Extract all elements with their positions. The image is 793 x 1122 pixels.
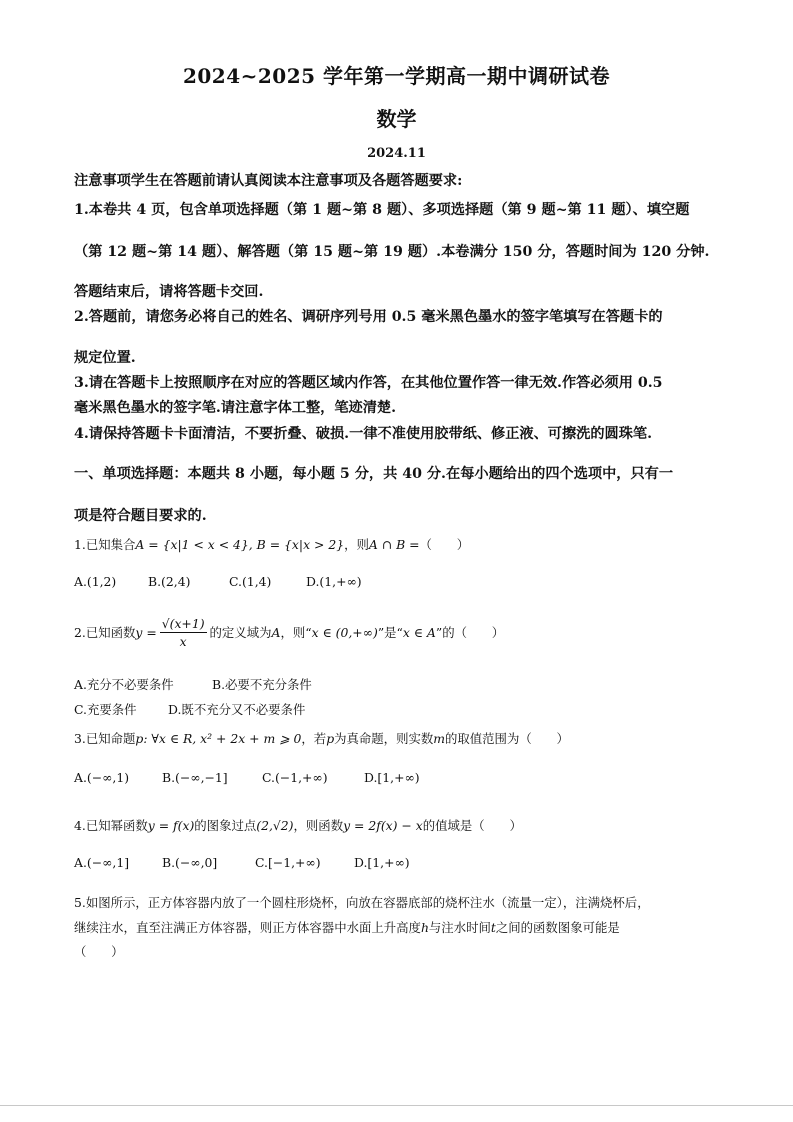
- page-bottom-divider: [0, 1105, 793, 1106]
- q4-option-d[interactable]: D.[1,+∞): [354, 855, 410, 870]
- q3-m-var: m: [433, 731, 445, 746]
- q4-option-a[interactable]: A.(−∞,1]: [74, 855, 130, 870]
- q4-func: y = f(x): [147, 818, 195, 833]
- q1-option-b[interactable]: B.(2,4): [148, 574, 191, 589]
- q4-option-c[interactable]: C.[−1,+∞): [255, 855, 321, 870]
- q5-line2-b: 与注水时间: [428, 920, 491, 935]
- q1-option-c[interactable]: C.(1,4): [229, 574, 272, 589]
- q3-prefix: 3.已知命题: [74, 731, 136, 746]
- question-3: [74, 729, 569, 747]
- q1-sets: A = {x|1 < x < 4}, B = {x|x > 2}: [135, 537, 345, 552]
- q4-mid2: ，则函数: [293, 818, 344, 833]
- question-5-line3: （ ）: [74, 944, 124, 959]
- q1-suffix: （ ）: [419, 537, 470, 552]
- q4-func2: y = 2f(x) − x: [343, 818, 423, 833]
- q1-expr: A ∩ B =: [368, 537, 420, 552]
- q5-line2-a: 继续注水，直至注满正方体容器，则正方体容器中水面上升高度: [74, 920, 421, 935]
- section1-line1: 一、单项选择题：本题共 8 小题，每小题 5 分，共 40 分.在每小题给出的四个选项中，只有一: [74, 466, 674, 482]
- q1-option-a[interactable]: A.(1,2): [74, 574, 117, 589]
- exam-date: 2024.11: [367, 146, 426, 161]
- question-5-line2: [74, 918, 620, 936]
- q2-mid3: ”是“: [377, 625, 403, 640]
- q5-line2-c: 之间的函数图象可能是: [495, 920, 620, 935]
- q1-option-d[interactable]: D.(1,+∞): [306, 574, 362, 589]
- section1-line2: 项是符合题目要求的.: [74, 508, 207, 524]
- q4-option-b[interactable]: B.(−∞,0]: [162, 855, 218, 870]
- q3-option-d[interactable]: D.[1,+∞): [364, 770, 420, 785]
- q1-mid: ，则: [344, 537, 369, 552]
- q2-frac-numerator: √(x+1): [161, 616, 205, 631]
- question-5-line1: 5.如图所示，正方体容器内放了一个圆柱形烧杯，向放在容器底部的烧杯注水（流量一定），注满烧杯后，: [74, 895, 650, 910]
- notice-item2-line2: 规定位置.: [74, 350, 136, 366]
- question-1: [74, 535, 469, 553]
- q3-prop-var: p: [326, 731, 335, 746]
- notice-heading: 注意事项学生在答题前请认真阅读本注意事项及各题答题要求:: [74, 173, 463, 189]
- q2-option-a[interactable]: A.充分不必要条件: [74, 677, 174, 692]
- notice-item1-line1: 1.本卷共 4 页，包含单项选择题（第 1 题~第 8 题）、多项选择题（第 9 题~第 11 题）、填空题: [74, 202, 690, 218]
- q2-option-b[interactable]: B.必要不充分条件: [212, 677, 312, 692]
- q2-cond1: x ∈ (0,+∞): [311, 625, 378, 640]
- notice-item3-line1: 3.请在答题卡上按照顺序在对应的答题区域内作答，在其他位置作答一律无效.作答必须用 0.5: [74, 375, 663, 391]
- q4-mid1: 的图象过点: [194, 818, 257, 833]
- notice-item3-line2: 毫米黑色墨水的签字笔.请注意字体工整，笔迹清楚.: [74, 400, 397, 416]
- notice-item4: 4.请保持答题卡卡面清洁，不要折叠、破损.一律不准使用胶带纸、修正液、可擦洗的圆珠笔.: [74, 426, 653, 442]
- q2-frac-denominator: x: [179, 634, 187, 649]
- question-4: [74, 816, 522, 834]
- question-2: [74, 616, 504, 651]
- q2-domain-var: A: [271, 625, 281, 640]
- q2-option-c[interactable]: C.充要条件: [74, 702, 137, 717]
- q2-mid2: ，则“: [280, 625, 312, 640]
- q2-prefix: 2.已知函数: [74, 625, 136, 640]
- q4-point: (2,√2): [256, 818, 294, 833]
- q3-mid2: 为真命题，则实数: [334, 731, 434, 746]
- q2-fraction: [160, 616, 207, 651]
- q1-prefix: 1.已知集合: [74, 537, 136, 552]
- exam-subject: 数学: [376, 107, 417, 131]
- q3-option-a[interactable]: A.(−∞,1): [74, 770, 130, 785]
- q4-suffix: 的值域是（ ）: [422, 818, 522, 833]
- q2-suffix: ”的（ ）: [435, 625, 505, 640]
- notice-item2-line1: 2.答题前，请您务必将自己的姓名、调研序列号用 0.5 毫米黑色墨水的签字笔填写在答题卡的: [74, 309, 663, 325]
- q2-func-lhs: y =: [135, 625, 157, 640]
- exam-title: 2024~2025 学年第一学期高一期中调研试卷: [182, 64, 611, 88]
- q2-cond2: x ∈ A: [402, 625, 436, 640]
- notice-item1-line2: （第 12 题~第 14 题）、解答题（第 15 题~第 19 题）.本卷满分 150 分，答题时间为 120 分钟.: [74, 244, 710, 260]
- q2-mid1: 的定义域为: [209, 625, 272, 640]
- q3-option-c[interactable]: C.(−1,+∞): [262, 770, 328, 785]
- q5-t-var: t: [490, 920, 496, 935]
- q3-option-b[interactable]: B.(−∞,−1]: [162, 770, 228, 785]
- notice-item1-line3: 答题结束后，请将答题卡交回.: [74, 284, 264, 300]
- q5-h-var: h: [420, 920, 429, 935]
- q3-suffix: 的取值范围为（ ）: [445, 731, 569, 746]
- q3-mid1: ，若: [301, 731, 327, 746]
- q4-prefix: 4.已知幂函数: [74, 818, 148, 833]
- q3-prop: p: ∀x ∈ R, x² + 2x + m ⩾ 0: [135, 731, 302, 746]
- q2-option-d[interactable]: D.既不充分又不必要条件: [168, 702, 306, 717]
